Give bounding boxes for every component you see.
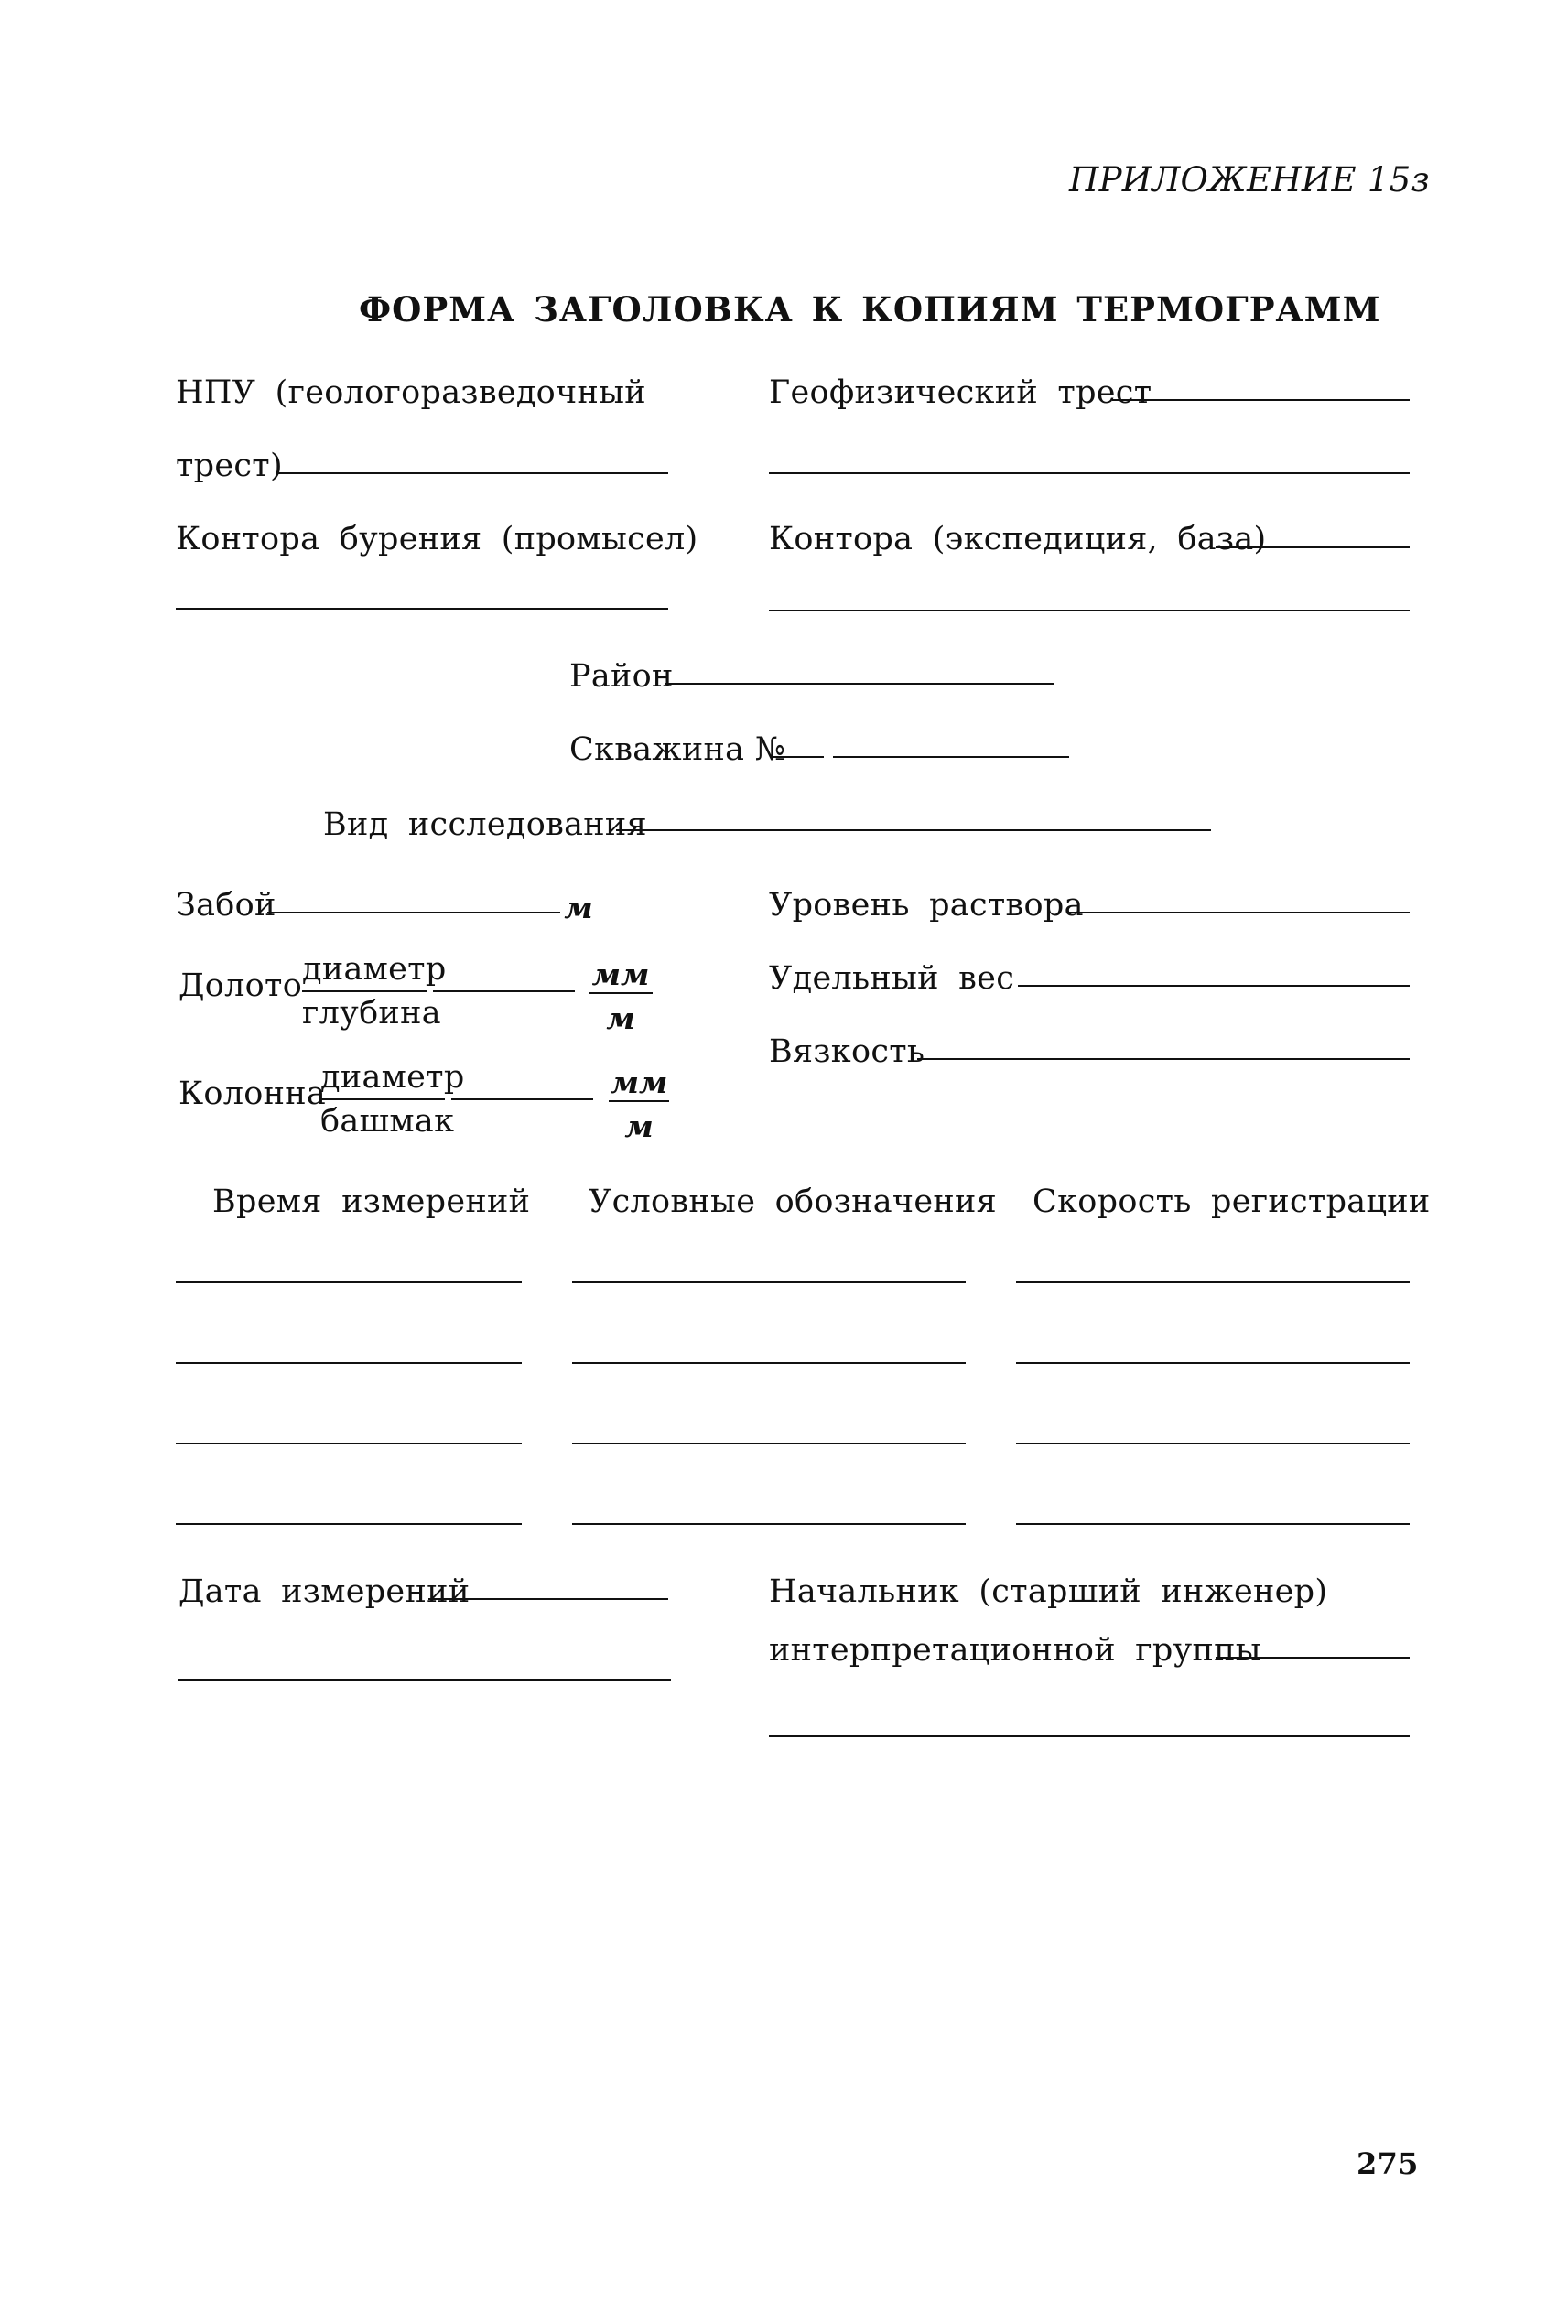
well-label: Скважина № [569,731,786,768]
measure-date-label: Дата измерений [178,1573,470,1610]
district-field[interactable] [665,683,1054,685]
geo-trust-label: Геофизический трест [769,374,1152,411]
drilling-office-label: Контора бурения (промысел) [176,521,698,557]
bit-fraction-top: диаметр [302,951,447,988]
drilling-office-field[interactable] [176,608,668,610]
bottom-label: Забой [176,887,276,924]
mud-level-label: Уровень раствора [769,887,1084,924]
column-unit-top: мм [610,1065,668,1100]
npu-field[interactable] [276,472,668,474]
well-number-field[interactable] [773,756,824,758]
study-type-field[interactable] [616,829,1211,831]
header-legend: Условные обозначения [589,1184,998,1220]
npu-label-line1: НПУ (геологоразведочный [176,374,646,411]
viscosity-field[interactable] [917,1058,1410,1060]
appendix-label: ПРИЛОЖЕНИЕ 15з [1069,160,1430,200]
office-field[interactable] [1216,546,1410,548]
study-type-label: Вид исследования [323,806,647,843]
time-field-3[interactable] [176,1443,522,1444]
bottom-field[interactable] [267,912,560,913]
column-field[interactable] [451,1098,593,1100]
viscosity-label: Вязкость [769,1033,925,1070]
bit-fraction-line [302,990,427,992]
speed-field-3[interactable] [1016,1443,1410,1444]
specific-weight-field[interactable] [1018,985,1410,987]
page-number: 275 [1357,2146,1419,2181]
column-fraction-top: диаметр [320,1059,465,1096]
chief-label-line2: интерпретационной группы [769,1632,1261,1669]
geo-trust-field-2[interactable] [769,472,1410,474]
bit-label: Долото [178,967,303,1004]
measure-date-field-2[interactable] [178,1679,671,1681]
column-unit-line [609,1100,669,1102]
specific-weight-label: Удельный вес [769,960,1015,997]
chief-label-line1: Начальник (старший инженер) [769,1573,1328,1610]
chief-field[interactable] [1216,1657,1410,1659]
time-field-4[interactable] [176,1523,522,1525]
bit-fraction-bottom: глубина [302,995,441,1032]
speed-field-4[interactable] [1016,1523,1410,1525]
office-field-2[interactable] [769,610,1410,611]
speed-field-1[interactable] [1016,1281,1410,1283]
npu-label-line2: трест) [176,448,283,484]
legend-field-1[interactable] [572,1281,966,1283]
column-unit-bottom: м [624,1108,654,1144]
column-fraction-line [320,1098,445,1100]
header-measure-time: Время измерений [212,1184,531,1220]
bit-unit-bottom: м [606,1000,635,1036]
geo-trust-field[interactable] [1112,399,1410,401]
bottom-unit: м [564,890,593,925]
mud-level-field[interactable] [1066,912,1410,913]
office-label: Контора (экспедиция, база) [769,521,1267,557]
column-label: Колонна [178,1076,327,1112]
district-label: Район [569,658,674,695]
form-title: ФОРМА ЗАГОЛОВКА К КОПИЯМ ТЕРМОГРАММ [359,289,1381,330]
legend-field-4[interactable] [572,1523,966,1525]
well-name-field[interactable] [833,756,1069,758]
time-field-2[interactable] [176,1362,522,1364]
header-registration-speed: Скорость регистрации [1033,1184,1431,1220]
bit-unit-line [589,992,653,994]
legend-field-2[interactable] [572,1362,966,1364]
speed-field-2[interactable] [1016,1362,1410,1364]
chief-field-2[interactable] [769,1735,1410,1737]
bit-unit-top: мм [591,957,650,992]
time-field-1[interactable] [176,1281,522,1283]
legend-field-3[interactable] [572,1443,966,1444]
bit-field[interactable] [433,990,575,992]
measure-date-field[interactable] [428,1598,668,1600]
column-fraction-bottom: башмак [320,1103,455,1140]
